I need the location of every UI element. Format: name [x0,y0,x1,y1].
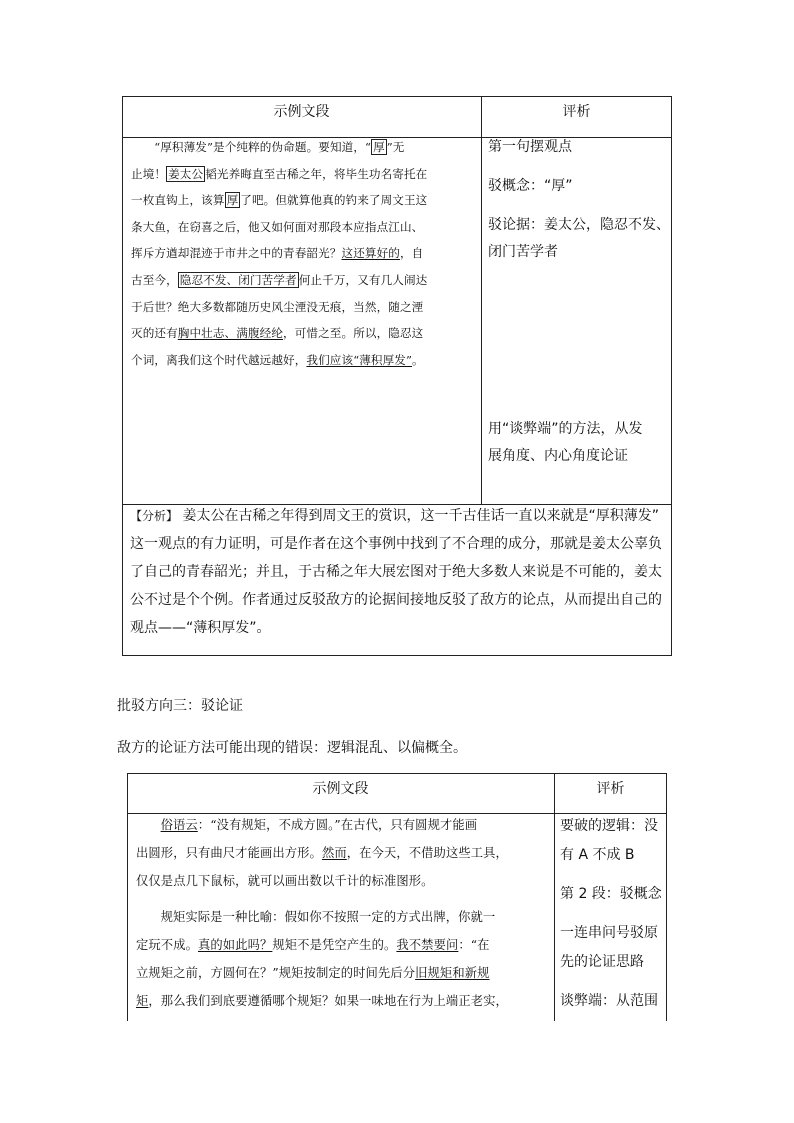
table2-column-divider [554,773,555,1021]
passage-text: ，在今天，不借助这些工具， [346,846,508,860]
passage-text: 规矩不是凭空产生的。 [272,938,397,952]
analysis-text: 公不过是个个例。作者通过反驳敌方的论据间接地反驳了敌方的论点，从而提出自己的 [130,592,662,608]
passage-text: 。 [412,352,424,367]
passage-text: 定玩不成。 [136,938,198,952]
underlined-phrase: 然而 [321,846,347,860]
underlined-phrase: 我们应该“薄积厚发” [306,352,413,367]
passage-text: 一枚直钩上，该算 [131,193,225,208]
table2-example-passage [136,811,550,1015]
passage-text: 韬光养晦直至古稀之年，将毕生功名寄托在 [205,166,428,181]
analysis-text: 这一观点的有力证明，可是作者在这个事例中找到了不合理的成分，那就是姜太公辜负 [130,536,662,552]
table1-header-analysis: 评析 [562,104,591,120]
boxed-word: 厚 [373,140,385,154]
underlined-phrase: 我不禁要问 [396,938,459,952]
analysis-label: 【分析】 [130,509,179,523]
comment-concept: 第 2 段：驳概念 [560,886,662,902]
passage-text: 于后世？绝大多数都随历史风尘湮没无痕，当然，随之湮 [131,299,424,314]
analysis-text: 了自己的青春韶光；并且，于古稀之年大展宏图对于绝大多数人来说是不可能的，姜太 [130,564,662,580]
passage-text: 立规矩之前，方圆何在？”规矩按制定的时间先后分 [136,966,416,980]
underlined-phrase: 这还算好的 [341,246,400,261]
passage-text: 规矩实际是一种比喻：假如你不按照一定的方式出牌，你就一 [160,910,496,924]
passage-text: ：“没有规矩，不成方圆。”在古代，只有圆规才能画 [197,818,478,832]
passage-text: 条大鱼，在窃喜之后，他又如何面对那段本应指点江山、 [131,219,424,234]
passage-text: 古至今， [131,272,178,287]
passage-text: ，可惜之至。所以，隐忍这 [283,326,424,341]
table2-header-example: 示例文段 [312,781,369,797]
passage-text: ，自 [399,246,424,261]
comment-viewpoint: 第一句摆观点 [488,139,572,155]
section-intro: 敌方的论证方法可能出现的错误：逻辑混乱、以偏概全。 [117,740,467,756]
table2-comments [560,812,665,1016]
passage-text: ”无 [386,140,405,154]
passage-text: ：“在 [458,938,490,952]
table1-analysis [130,502,666,642]
comment-questions: 一连串问号驳原 [560,925,658,941]
passage-text: 出圆形，只有曲尺才能画出方形。 [136,846,322,860]
comment-evidence-cont: 闭门苦学者 [488,244,558,260]
passage-text: 挥斥方遒却混迹于市井之中的青春韶光？ [131,246,342,261]
comment-evidence: 驳论据：姜太公，隐忍不发、 [488,217,670,233]
passage-text: “厚积薄发”是个纯粹的伪命题。要知道，“ [154,140,372,154]
table1-example-passage [131,134,477,373]
underlined-phrase: 俗语云 [160,818,198,832]
comment-questions-cont: 先的论证思路 [560,954,644,970]
boxed-word: 隐忍不发、闭门苦学者 [179,272,297,287]
comment-logic-cont: 有 A 不成 B [560,847,635,863]
underlined-phrase: 真的如此吗？ [198,938,273,952]
comment-method-cont: 展角度、内心角度论证 [488,448,628,464]
table1-comments [488,134,670,470]
analysis-text: 观点——“薄积厚发”。 [130,620,271,636]
passage-text: 个词，离我们这个时代越远越好， [131,352,307,367]
section-heading: 批驳方向三：驳论证 [117,698,243,714]
underlined-phrase: 矩 [136,994,149,1008]
passage-text: 仅仅是点几下鼠标，就可以画出数以千计的标准图形。 [136,874,434,888]
comment-logic: 要破的逻辑：没 [560,818,658,834]
underlined-phrase: 旧规矩和新规 [415,966,490,980]
table1-header-example: 示例文段 [273,104,330,120]
boxed-word: 姜太公 [168,166,204,181]
analysis-text: 姜太公在古稀之年得到周文王的赏识，这一千古佳话一直以来就是“厚积薄发” [182,508,659,524]
table1-column-divider [481,96,482,505]
comment-drawbacks: 谈弊端：从范围 [560,993,658,1009]
table2-header-analysis: 评析 [596,781,625,797]
passage-text: 何止千万，又有几人闹达 [298,272,428,287]
underlined-phrase: 胸中壮志、满腹经纶 [177,326,284,341]
comment-method: 用“谈弊端”的方法，从发 [488,421,643,437]
comment-concept: 驳概念：“厚” [488,178,573,194]
passage-text: 灭的还有 [131,326,178,341]
passage-text: ，那么我们到底要遵循哪个规矩？如果一味地在行为上端正老实， [148,994,508,1008]
boxed-word: 厚 [226,193,239,208]
passage-text: 止境！ [131,166,167,181]
passage-text: 了吧。但就算他真的钓来了周文王这 [240,193,428,208]
